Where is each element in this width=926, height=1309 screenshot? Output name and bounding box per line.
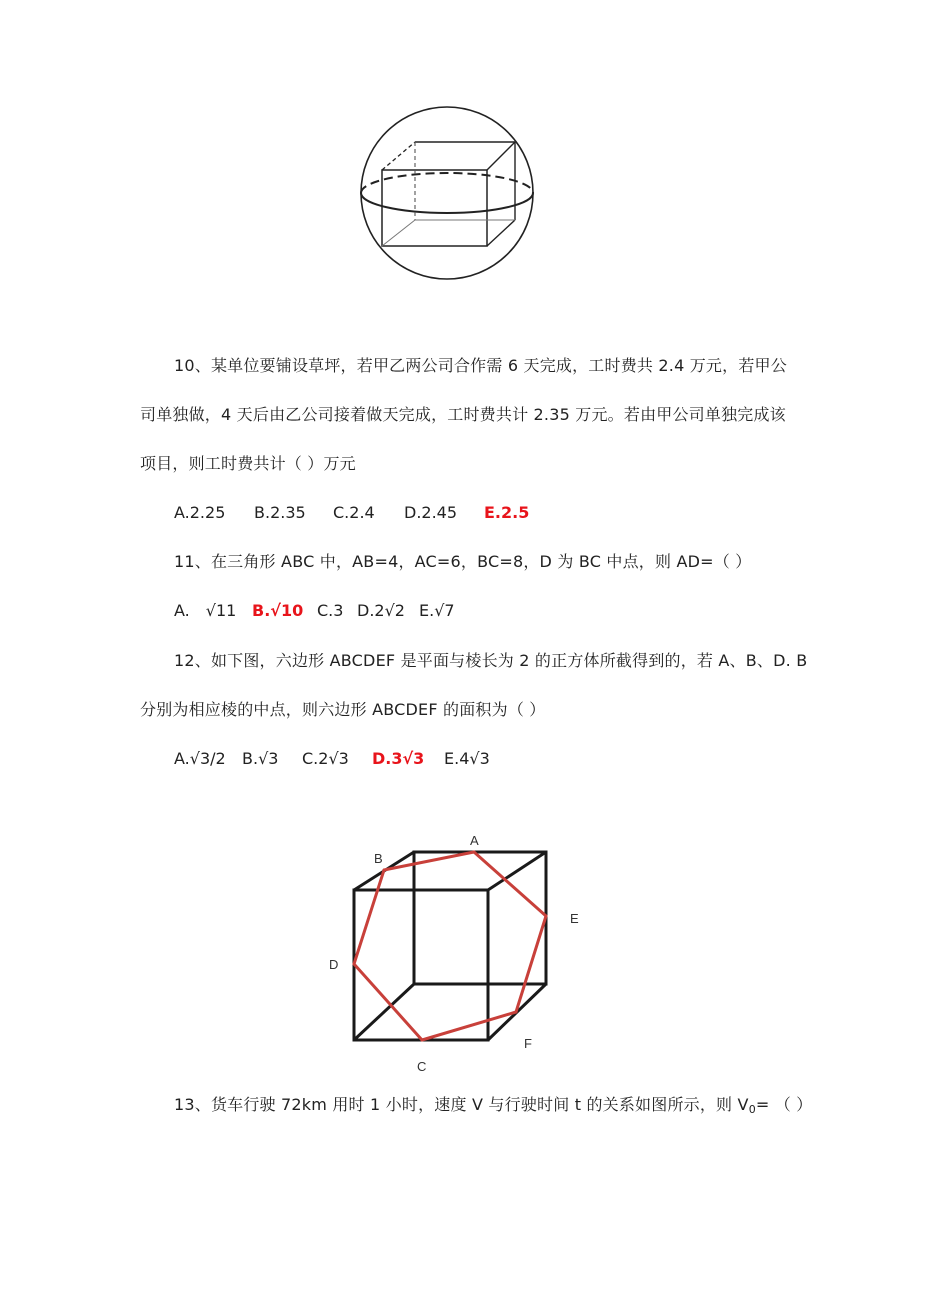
q13-text-line1 [174, 1094, 834, 1116]
vertex-label-d: D [329, 957, 339, 972]
box-edge [487, 220, 515, 246]
hexagon-edge-ea [474, 852, 546, 916]
q12-option-e: E.4√3 [444, 749, 490, 768]
cube-front-face [354, 890, 488, 1040]
cube-edge [354, 984, 414, 1040]
vertex-label-e: E [570, 911, 579, 926]
cube-hexagon-figure [320, 828, 590, 1078]
q13-text-suffix: = （ ） [755, 1095, 813, 1114]
vertex-label-f: F [524, 1036, 532, 1051]
box-edge [382, 142, 415, 170]
q12-text-line1: 12、如下图，六边形 ABCDEF 是平面与棱长为 2 的正方体所截得到的，若 A、B、D. B [174, 651, 808, 670]
q10-text-line2: 司单独做，4 天后由乙公司接着做天完成，工时费共计 2.35 万元。若由甲公司单独完成该 [140, 405, 786, 424]
q11-option-a: A. √11 [174, 601, 237, 620]
sphere-box-figure [355, 98, 540, 288]
q10-text-line1: 10、某单位要铺设草坪，若甲乙两公司合作需 6 天完成，工时费共 2.4 万元，若甲公 [174, 356, 787, 375]
q10-option-e-answer: E.2.5 [484, 503, 530, 522]
box-edge [487, 142, 515, 170]
q13-subscript: 0 [748, 1103, 756, 1116]
q10-option-b: B.2.35 [254, 503, 306, 522]
q11-text-line1: 11、在三角形 ABC 中，AB=4，AC=6，BC=8，D 为 BC 中点，则 AD=（ ） [174, 552, 752, 571]
q10-option-a: A.2.25 [174, 503, 226, 522]
cube-back-face [414, 852, 546, 984]
q12-option-d-answer: D.3√3 [372, 749, 425, 768]
vertex-label-b: B [374, 851, 383, 866]
hexagon-edge-bd [354, 870, 384, 964]
box-front-face [382, 170, 487, 246]
q12-option-b: B.√3 [242, 749, 279, 768]
q12-option-c: C.2√3 [302, 749, 349, 768]
q13-text-prefix: 13、货车行驶 72km 用时 1 小时，速度 V 与行驶时间 t 的关系如图所示，则 V [174, 1095, 749, 1114]
q11-option-d: D.2√2 [357, 601, 405, 620]
q10-option-d: D.2.45 [404, 503, 458, 522]
q10-text-line3: 项目，则工时费共计（ ）万元 [140, 454, 356, 473]
equator-front [361, 193, 533, 213]
vertex-label-c: C [417, 1059, 427, 1074]
q12-option-a: A.√3/2 [174, 749, 226, 768]
q10-option-c: C.2.4 [333, 503, 375, 522]
q12-text-line2: 分别为相应棱的中点，则六边形 ABCDEF 的面积为（ ） [140, 700, 546, 719]
q11-option-e: E.√7 [419, 601, 455, 620]
box-hidden-edge [382, 220, 415, 246]
sphere-outline [361, 107, 533, 279]
q11-option-b-answer: B.√10 [252, 601, 304, 620]
equator-back [361, 173, 533, 193]
q11-option-c: C.3 [317, 601, 344, 620]
vertex-label-a: A [470, 833, 479, 848]
